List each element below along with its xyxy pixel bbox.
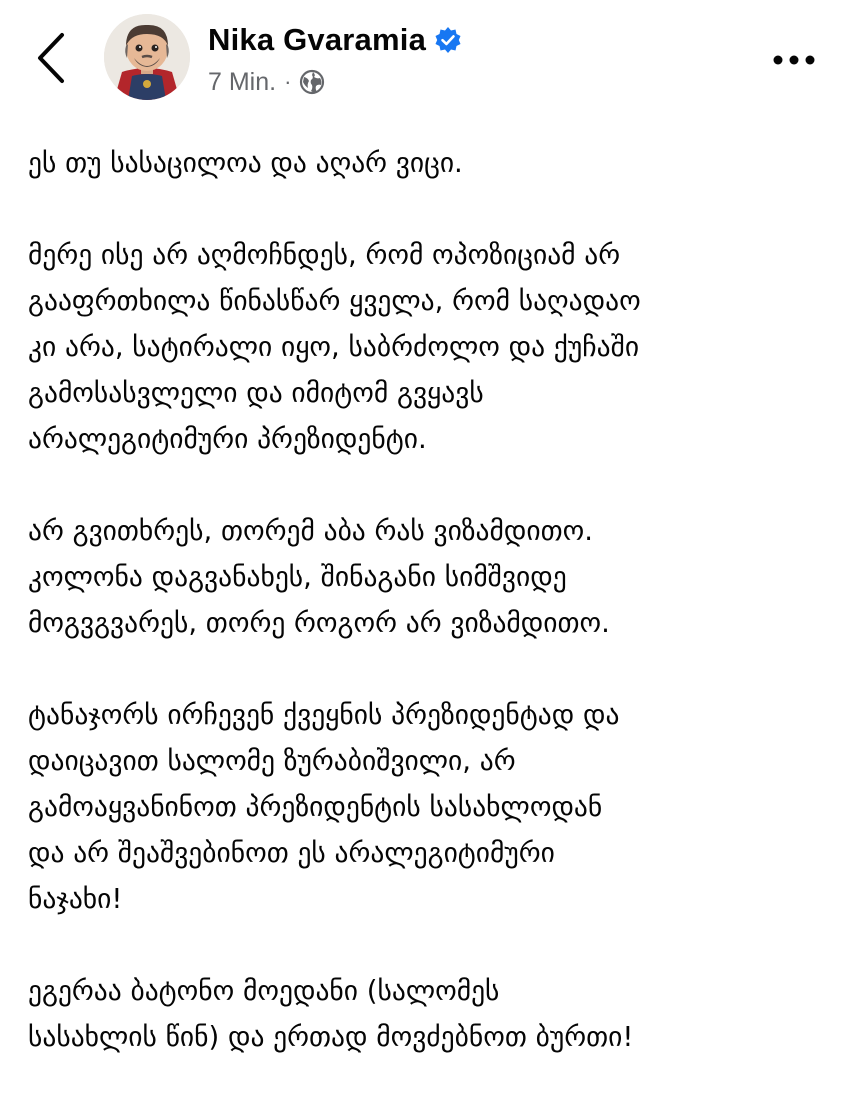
text-line: მოგვგვარეს, თორე როგორ არ ვიზამდითო. (28, 607, 610, 639)
post-text (28, 140, 828, 1106)
avatar[interactable] (104, 14, 190, 100)
text-line: ტანაჯორს ირჩევენ ქვეყნის პრეზიდენტად და (28, 699, 620, 731)
text-line: ნაჯახი! (28, 883, 123, 915)
verified-badge-icon (434, 26, 462, 54)
text-line: კი არა, სატირალი იყო, საბრძოლო და ქუჩაში (28, 331, 640, 363)
author-row (208, 20, 462, 60)
avatar-illustration (104, 14, 190, 100)
back-button[interactable] (26, 28, 76, 88)
post-header (0, 0, 845, 112)
post-meta (208, 66, 325, 98)
text-line: გამოაყვანინოთ პრეზიდენტის სასახლოდან (28, 791, 603, 823)
globe-icon (299, 69, 325, 95)
text-line: გამოსასვლელი და იმიტომ გვყავს (28, 377, 484, 409)
text-line: არ გვითხრეს, თორემ აბა რას ვიზამდითო. (28, 515, 593, 547)
text-line: ეგერაა ბატონო მოედანი (სალომეს (28, 975, 500, 1007)
text-line: კოლონა დაგვანახეს, შინაგანი სიმშვიდე (28, 561, 567, 593)
post-timestamp[interactable]: 7 Min. (208, 67, 277, 96)
post-paragraph (28, 692, 828, 922)
more-horizontal-icon (772, 54, 816, 66)
author-name[interactable]: Nika Gvaramia (208, 22, 427, 57)
post-paragraph (28, 508, 828, 646)
more-options-button[interactable] (764, 40, 824, 80)
text-line: არალეგიტიმური პრეზიდენტი. (28, 423, 427, 455)
post-paragraph (28, 140, 828, 186)
chevron-left-icon (36, 32, 66, 84)
text-line: გააფრთხილა წინასწარ ყველა, რომ საღადაო (28, 285, 641, 317)
text-line: მერე ისე არ აღმოჩნდეს, რომ ოპოზიციამ არ (28, 239, 621, 271)
text-line: ეს თუ სასაცილოა და აღარ ვიცი. (28, 147, 463, 179)
text-line: სასახლის წინ) და ერთად მოვძებნოთ ბურთი! (28, 1021, 634, 1053)
text-line: და არ შეაშვებინოთ ეს არალეგიტიმური (28, 837, 555, 869)
meta-separator: · (284, 69, 292, 94)
text-line: დაიცავით სალომე ზურაბიშვილი, არ (28, 745, 516, 777)
post-paragraph (28, 968, 828, 1060)
post-paragraph (28, 232, 828, 462)
